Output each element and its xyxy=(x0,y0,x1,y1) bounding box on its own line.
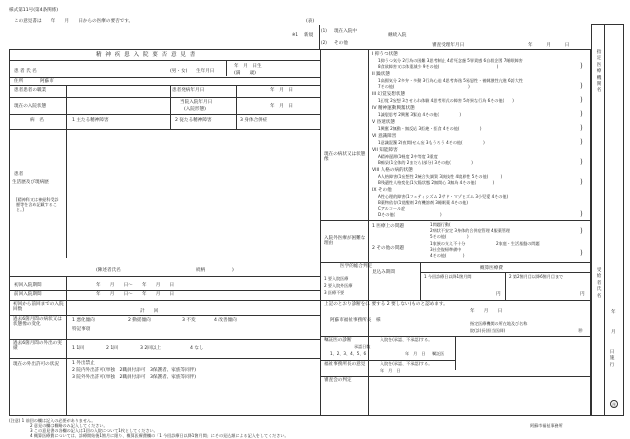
new-label: 新規 xyxy=(304,33,314,38)
difficulty-other-c: 3社会復帰準備中 xyxy=(430,247,462,252)
receipt-line xyxy=(425,49,591,50)
difficulty-medical-b: 2病状不安定 3身体的合併症管理 4服薬管理 xyxy=(430,228,511,233)
symptom-2-items2: 7その他( ) xyxy=(378,84,470,89)
recipient-vertical-label: 受給者氏名 xyxy=(596,268,602,299)
other-label: その他 xyxy=(334,41,348,46)
continue-label: 継続入院 xyxy=(388,33,407,38)
symptom-9-items3: Cアルコール症 xyxy=(378,206,406,211)
form-title: 精 神 疾 患 入 院 要 否 意 見 書 xyxy=(96,52,197,58)
bracket: ) xyxy=(580,249,583,257)
disease-physical: 3 身体合併症 xyxy=(240,118,268,123)
narrator-name: (陳述者氏名 xyxy=(96,268,121,273)
symptom-2: II 躁状態 xyxy=(372,72,390,77)
symptom-3: III 幻覚妄想状態 xyxy=(372,92,406,97)
outlook-option-2: 2 院内外出許可(単独 2職員付添可 3保護者、家族等同伴) xyxy=(72,368,197,373)
side-day: 日施行 xyxy=(609,350,615,368)
receipt-date-value: 年 月 日 xyxy=(528,43,570,48)
hospital-vertical-label: 指定医療機関名 xyxy=(596,50,602,94)
clinic-days: 1、2、3、4、5、6 xyxy=(330,351,367,356)
conv-label: 概算医療費 xyxy=(480,266,503,271)
patient-name-label: 患 者 氏 名 xyxy=(14,69,37,74)
history-note: [精神科又は神経科受診歴等を含め記載すること。] xyxy=(16,197,59,212)
bracket: ) xyxy=(580,96,583,104)
bracket: ) xyxy=(580,62,583,70)
welfare-decision: 入院を(承認、不承認)する。 xyxy=(380,361,433,366)
symptom-9-items2: B薬物依存(1覚醒剤 2有機溶剤 3睡眠薬 4その他) xyxy=(378,200,468,205)
symptom-4-items: 1滅裂思考 2興奮 3緊迫 4その他( ) xyxy=(378,112,462,117)
difficulty-other-a: 1家族の支え不十分 xyxy=(430,241,466,246)
note-1: (注意) 1 前回の欄は記入の必要がありません。 xyxy=(9,418,96,423)
difficulty-label: 入院外医療が困難な理由 xyxy=(324,236,366,247)
opinion-period-label: 見込み期間 xyxy=(372,270,395,275)
narrator-relation: 続柄 xyxy=(196,268,206,273)
symptom-6-items: 1意識混濁 2(夜間)せん妄 3もうろう 4その他( ) xyxy=(378,140,485,145)
clinic-decision: 入院を(承認、不承認)する。 xyxy=(380,337,433,342)
change-option-3: 3 不変 xyxy=(182,318,196,323)
bracket: ) xyxy=(580,124,583,132)
change-label: 過去6箇月間の病状又は状態像の変化 xyxy=(13,317,62,328)
receipt-date-label: 審査受理年月日 xyxy=(432,43,465,48)
admit-count-label: 初回から前回までの入院回数 xyxy=(13,302,64,313)
doctor-sign-label: 院(診)長(担当医師) xyxy=(470,328,506,333)
symptom-7-items: A精神遅滞(1軽度 2中等度 3重度 xyxy=(378,154,438,159)
bracket: ) xyxy=(580,138,583,146)
symptom-7: VII 知能障害 xyxy=(372,148,398,153)
difficulty-other-b: 2家庭・生活基盤の問題 xyxy=(496,241,540,246)
symptom-1-items2: 8食欲障害又は体重減少 9その他( ) xyxy=(378,64,499,69)
onset-date-label: 患者発病年月日 xyxy=(172,88,205,93)
prognosis-line: 上記のとおり診断を(1 要する 2 要しない)ものと認めます。 xyxy=(324,302,448,307)
symptom-8: VIII 人格の病的状態 xyxy=(372,168,413,173)
note-3: 3 この意見書の各欄の記入は1回の入院について1枚としてください。 xyxy=(30,428,158,433)
symptom-9-items4: Dその他( ) xyxy=(378,212,442,217)
sex-field: (男・女) xyxy=(170,69,188,74)
disease-main: 1 主たる精神障害 xyxy=(72,118,109,123)
outlook-option-3: 3 院外外出許可(単独 2職員付添可 3保護者、家族等同伴) xyxy=(72,375,197,380)
submission-line: この意見書は 年 月 日からの医療の要否です。 xyxy=(14,19,134,24)
difficulty-other-d: 4その他( ) xyxy=(430,253,465,258)
symptoms-label: 現在の病状又は状態像 xyxy=(324,152,366,163)
note-2: 2 意見の欄は概略のみ記入してください。 xyxy=(30,423,108,428)
first-admit-period-label: 初回入院期間 xyxy=(14,283,42,288)
bracket: ) xyxy=(580,178,583,186)
front-mark: (表) xyxy=(306,19,315,24)
paren-2: (2) xyxy=(321,40,327,45)
side-seal: ㊞ xyxy=(612,402,616,407)
admit-count-value: 計 回 xyxy=(140,309,159,314)
note-4: 4 概算医療費については、診療開始後1箇月に限り、概算医療費欄の「1 今回診療日以降1箇月間」にその見込額による記入をしてください。 xyxy=(30,433,289,438)
institution-label: 指定医療機関の所在地及び名称 xyxy=(470,321,528,326)
symptom-2-items: 1高揚気分 2多弁・多動 3行為心迫 4思考奔逸 5易怒性・被刺激性亢進 6誇大性 xyxy=(378,78,523,83)
symptom-9: IX その他 xyxy=(372,188,392,193)
difficulty-medical-a: 1問題行動( xyxy=(430,222,451,227)
bracket: ) xyxy=(580,210,583,218)
first-admit-period-value: 年 月 日〜 年 月 日 xyxy=(96,283,175,288)
welfare-label: 福祉事務所長の意見 xyxy=(324,362,366,367)
history-title-2: 生活歴及び現病歴 xyxy=(12,180,49,185)
bracket: ) xyxy=(580,227,583,235)
onset-date-value: 年 月 日 xyxy=(270,88,293,93)
stamp-mark: ㊞ xyxy=(578,329,583,334)
opinion-item-3: 3 医療不要 xyxy=(324,290,345,295)
bracket: ) xyxy=(580,110,583,118)
opinion-item-1: 1 要入院医療 xyxy=(324,276,349,281)
prev-admit-period-value: 年 月 日〜 年 月 日 xyxy=(96,292,175,297)
clinic-days-label: 承認日数 xyxy=(354,344,371,349)
difficulty-other: 2 その他の問題 xyxy=(372,246,404,251)
conv-yen-2: 円 xyxy=(580,292,585,297)
symptom-6: VI 意識障害 xyxy=(372,134,397,139)
outing-option-4: 4 なし xyxy=(190,346,204,351)
doctor-opinion-label: 医学的総合判定 xyxy=(340,264,373,269)
change-option-2: 2 動揺傾向 xyxy=(128,318,151,323)
admit-date-label: 当院入院年月日 xyxy=(180,100,213,105)
change-note: 特記事項 xyxy=(72,327,91,332)
footer-office: 阿蘇市福祉事務所 xyxy=(530,423,563,428)
bracket: ) xyxy=(580,158,583,166)
outing-option-1: 1 1回 xyxy=(72,346,84,351)
conv-yen-1: 円 xyxy=(496,292,501,297)
admit-date-value: 年 月 日 xyxy=(270,104,293,109)
side-month: 月 xyxy=(611,330,616,335)
change-option-1: 1 悪化傾向 xyxy=(72,318,95,323)
difficulty-medical: 1 医療上の問題 xyxy=(372,224,404,229)
address-label: 住所 xyxy=(14,79,24,84)
conv-option-2: 2 第2箇月目以降6箇月目まで xyxy=(509,274,564,279)
prev-admit-period-label: 前回入院期間 xyxy=(14,292,42,297)
clinic-seal: 嘱託医 xyxy=(432,351,445,356)
birth-label: 生年月日 xyxy=(196,69,215,74)
disease-secondary: 2 従たる精神障害 xyxy=(175,118,212,123)
occupation-label: 患者患者の職業 xyxy=(14,88,47,93)
symptom-1: I 抑うつ状態 xyxy=(372,52,398,57)
outlook-option-1: 1 外出禁止 xyxy=(72,361,95,366)
review-label: 審査会の判定 xyxy=(324,378,352,383)
paren-1: (1) xyxy=(321,28,327,33)
symptom-1-items: 1抑うつ気分 2行為の困難 3思考制止 4希死念慮 5罪責感 6自殺企図 7睡眠障害 xyxy=(378,58,523,63)
outing-option-2: 2 1回 xyxy=(106,346,118,351)
narrator-close: ) xyxy=(232,268,234,273)
first-admit-label: 現在入院中 xyxy=(334,29,357,34)
header-divider xyxy=(319,25,320,50)
outlook-label: 現在の外出許可の状況 xyxy=(13,362,59,367)
opinion-item-2: 2 要入院外医療 xyxy=(324,283,353,288)
age-value: (満 歳) xyxy=(234,71,256,76)
bracket: ) xyxy=(580,82,583,90)
difficulty-medical-c: 5その他( ) xyxy=(430,234,469,239)
symptom-4: IV 精神運動興奮状態 xyxy=(372,106,415,111)
new-marker-label: ※1 xyxy=(292,32,299,37)
recipient-name: 阿蘇市福祉事務所長 様 xyxy=(330,318,381,323)
symptom-5-items: 1興奮 2無動・無反応 3拒絶・拒食 4その他( ) xyxy=(378,126,482,131)
symptom-8-items: A人格障害(1妄想性 2統合失調質 3演技性 4境界性 5その他( ) xyxy=(378,174,503,179)
symptom-9-items: A性心理的障害(1フェティシズム 2サド・マゾヒズム 3小児愛 4その他) xyxy=(378,194,509,199)
symptom-5: V 昏迷状態 xyxy=(372,120,395,125)
change-option-4: 4 改善傾向 xyxy=(214,318,237,323)
disease-label: 病 名 xyxy=(30,118,44,123)
conv-option-1: 1 今回診療日以降1箇月間 xyxy=(424,274,472,279)
side-year: 年 xyxy=(611,310,616,315)
symptom-7-items2: B痴呆(1全体的 2まだら(部分) 3その他( ) xyxy=(378,160,473,165)
symptom-3-items: 1幻覚 2妄想 3させられ体験 4思考形式の障害 5奇異な行為 6その他( ) xyxy=(378,98,514,103)
form-number: 様式第11号(第4条関係) xyxy=(9,8,59,13)
prognosis-date: 年 月 日 xyxy=(470,309,503,314)
outing-option-3: 3 2回以上 xyxy=(140,346,162,351)
history-title-1: 患者 xyxy=(14,172,24,177)
outing-label: 過去6箇月間の外出の実績 xyxy=(13,341,62,352)
clinic-date: 年 月 日 xyxy=(405,351,426,356)
admit-type-label: (入院形態) xyxy=(184,107,206,112)
birth-value: 年 月 日生 xyxy=(234,64,262,69)
admit-state-label: 現在の入院状態 xyxy=(14,104,47,109)
welfare-date: 年 月 日 xyxy=(380,368,401,373)
address-value: 阿蘇市 xyxy=(40,79,54,84)
symptom-8-items2: B残遺性人格変化(1欠陥状態 2無関心 3無為 4その他( ) xyxy=(378,180,495,185)
clinic-label: 嘱託医の診断 xyxy=(324,338,352,343)
